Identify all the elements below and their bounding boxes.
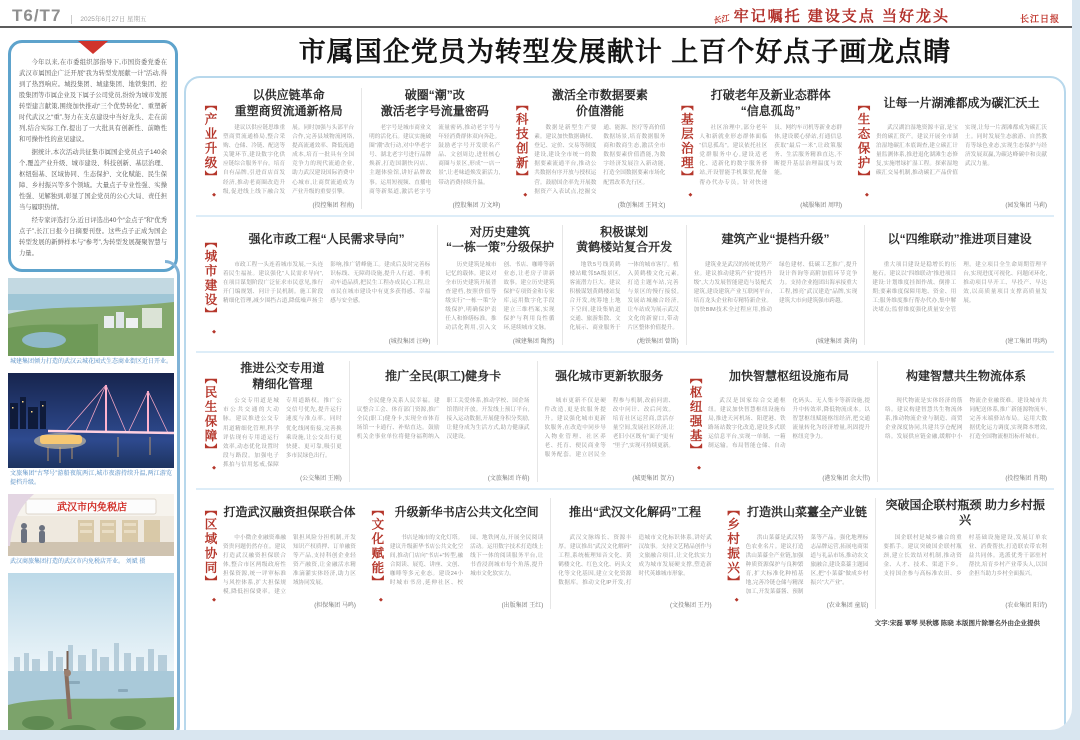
article [216, 88, 361, 209]
article [692, 88, 849, 209]
article [701, 361, 877, 482]
article [437, 225, 561, 346]
photo-caption: 文旅集团“古琴号”游船夜航两江,城市夜游持续升温,两江游览提档升级。 [10, 471, 172, 487]
article-body: 地铁5号线黄鹤楼站毗邻5A级景区,客流潜力巨大。建议积极谋划黄鹤楼站复合开发,统筹地上地下空间,建设集轨道交通、旅游集散、文化展示、商业服务于一体的城市客厅。植入黄鹤楼文化元素,打造主题车站,完善与景区的慢行接驳,发展站城融合经济,让车站成为展示武汉文化的新窗口,带动片区整体价值提升。 [569, 261, 679, 332]
article-body: 武汉是国家综合交通枢纽。建议加快智慧枢纽设施布局,推进天河机场、阳逻港、铁路场站数字化改造,建设多式联运信息平台,实现一单制、一箱制运输。布局智能仓储、自动化码头、无人集卡等新设施,提升中转效率,降低物流成本。以智慧枢纽赋能枢纽经济,把交通流量转化为经济增量,巩固提升枢纽竞争力。 [708, 398, 871, 450]
article-body: 市政工程一头连着城市发展,一头连着民生福祉。建议强化“人民需求导向”,在项目谋划阶段广泛征求市民意见,推行开门编规划、问计于民机制。施工阶段精细化管理,减少围挡占道,降低噪声扬尘影响,推广错峰施工。建成后及时完善标识标线、无障碍设施,提升人行道、非机动车道品质,把民生工程办成民心工程,让市民在城市建设中有更多获得感、幸福感与安全感。 [223, 261, 431, 304]
section-label: 【城市建设】 ◆ [196, 225, 216, 346]
article-rows [196, 80, 1054, 615]
article-headline: 构建智慧共生物流体系 [906, 368, 1027, 383]
article [216, 498, 363, 609]
article-headline: 以供应链革命 重塑商贸流通新格局 [234, 88, 343, 118]
column-slogan: 牢记嘱托 建设支点 当好龙头 [733, 8, 950, 25]
edition-number: T6/T7 [12, 6, 62, 25]
article-body: 历史建筑是城市记忆的载体。建议对全市历史建筑开展普查建档,按照价值等级实行“一栋一策”分级保护,明确保护责任人和修缮标准。推动活化利用,引入文创、书店、咖啡等新业态,让老房子讲新故事。建立历史建筑保护专项资金和专家库,运用数字化手段建立三维档案,实现保护与利用良性循环,延续城市文脉。 [445, 261, 555, 332]
article-body: 全民健身关系人民幸福。建议整合工会、体育部门资源,推广全民(职工)健身卡,实现全市体育场馆一卡通行、补贴直达。鼓励机关企事业单位将健身福利纳入职工关爱体系,推动学校、国企场馆错时开放。开发线上预订平台,接入运动数据,开展健身积分奖励,让健身成为生活方式,助力健康武汉建设。 [356, 398, 530, 441]
article-byline: (农业集团 阳诗) [1005, 603, 1047, 610]
article-byline: (出版集团 王红) [501, 603, 544, 610]
article-byline: (城建集团 龚萍) [815, 339, 858, 346]
article-byline: (建工集团 明鸿) [1005, 339, 1047, 346]
article [216, 225, 437, 346]
article-row-1 [196, 80, 1054, 215]
article-headline: 积极谋划 黄鹤楼站复合开发 [576, 224, 673, 255]
article-body: 现代物流是实体经济的筋络。建议构建智慧共生物流体系,推动物流企业与制造、商贸企业深度协同,共建共享仓配网络。发展供应链金融,缓解中小物流企业融资难。建设城市共同配送体系,推广新能源物流车,完善末端驿站布局。运用大数据优化运力调度,实现降本增效,打造全国物流枢纽标杆城市。 [885, 398, 1047, 441]
article [349, 361, 537, 482]
article [869, 88, 1054, 209]
duty-free-sign-text: 武汉市内免税店 [57, 502, 127, 514]
page-topbar [0, 0, 1072, 28]
masthead-logo: 长江日报 [1019, 14, 1060, 24]
article [875, 498, 1054, 609]
article-headline: 加快智慧枢纽设施布局 [729, 368, 850, 383]
article [216, 361, 349, 482]
section-label: 【乡村振兴】 ◆ [719, 498, 739, 609]
page-credits: 文字:宋磊 覃琴 吴秋娜 陈晓 本版图片除署名外由企业提供 [874, 620, 1040, 628]
article-byline: (控股集团 万文坤) [452, 202, 501, 209]
article [537, 361, 682, 482]
photo-night-bridge [8, 373, 174, 488]
article [877, 361, 1054, 482]
article-body: 书店是城市的文化灯塔。建议升级新华书店公共文化空间,推动门店向“书店+”转型,融合阅读、展览、讲座、文创、咖啡等多元业态。建设24小时城市书房,延伸社区、校园、地铁网点,开展全民阅读活动。运用数字技术打造线上线下一体的阅读服务平台,让书香浸润城市每个角落,提升城市文化软实力。 [389, 534, 544, 586]
section-label: 【文化赋能】 ◆ [363, 498, 383, 609]
article-headline: 以“四维联动”推进项目建设 [887, 232, 1032, 247]
article-body: 社区治理中,部分老年人和新就业形态群体面临“信息孤岛”。建议依托社区党群服务中心,建设适老化、适新化的数字服务驿站,开设智能手机课堂,配备帮办代办专员。针对快递员、网约车司机等新业态群体,建设暖心驿站,打通信息获取“最后一米”,让政策服务、生活服务精准直达,不断提升基层治理温度与效能。 [699, 125, 842, 186]
article [562, 225, 686, 346]
article [739, 498, 876, 609]
article-byline: (文旅集团 许萌) [487, 475, 530, 482]
section-label: 【科技创新】 ◆ [507, 88, 527, 209]
slogan-seal-mark: 长江 [711, 13, 730, 26]
article-headline: 升级新华书店公共文化空间 [394, 505, 539, 520]
article-body: 公交专用道是城市公共交通的大动脉。建议推进公交专用道精细化管理,科学评估现有专用道运行效率,动态优化设置时段与路段。加强电子抓拍与信用惩戒,保障专用道路权。推广公交信号优先,提升运行速度与准点率。同时优化线网衔接,完善换乘设施,让公交出行更快捷、更可靠,吸引更多市民绿色出行。 [223, 398, 342, 468]
intro-paragraph: 经专家评选打分,近日评选出40个“金点子”和“优秀点子”,长江日报今日摘要刊登。这些点子正成为国企转型发展的新鲜样本与“参考”,为转型发展凝聚智慧与力量。 [19, 217, 167, 258]
article [527, 88, 672, 209]
article-byline: (园发集团 马莉) [1005, 202, 1048, 209]
article-byline: (投控集团 程南) [312, 202, 355, 209]
article-byline: (农业集团 童辰) [826, 603, 869, 610]
article-row-4 [196, 488, 1054, 615]
article-row-3 [196, 351, 1054, 488]
article-body: 国企联村是城乡融合的重要抓手。建议突破国企联村瓶颈,建立长效结对机制,推动资金、人才、技术、渠道下乡。支持国企参与高标准农田、乡村基础设施建设,发展订单农业、消费帮扶,打造联农带农利益共同体。选派优秀干部驻村帮扶,培育乡村产业带头人,以国企担当助力乡村全面振兴。 [883, 534, 1047, 578]
article-body: 数据是新型生产要素。建议加快数据确权、登记、定价、交易等制度建设,建设全市统一的数据要素流通平台,推动公共数据有序开放与授权运营。鼓励国企率先开展数据资产入表试点,挖掘交通、能源、医疗等高价值数据场景,培育数据服务商和数商生态,激活全市数据要素价值潜能,为数字经济发展注入新动能,打造全国数据要素市场化配置改革先行区。 [534, 125, 666, 195]
article-body: 洪山菜薹是武汉特色农业名片。建议打造洪山菜薹全产业链,加强种质资源保护与良种繁育,扩大标准化种植基地,完善冷链仓储与精深加工,开发菜薹酱、预制菜等产品。强化地理标志品牌运营,拓展电商渠道与礼品市场,推动农文旅融合,建设菜薹主题园区,把“小菜薹”做成乡村振兴“大产业”。 [745, 534, 869, 596]
section-label: 【枢纽强基】 ◆ [681, 361, 701, 482]
main-content [184, 30, 1066, 730]
article-headline: 强化市政工程“人民需求导向” [248, 232, 405, 247]
section-label: 【区域协同】 ◆ [196, 498, 216, 609]
article-headline: 打造洪山菜薹全产业链 [747, 505, 868, 520]
dateline: 2025年6月27日 星期五 [71, 15, 146, 24]
article-byline: (城投集团 汪峥) [388, 339, 431, 346]
article [361, 88, 507, 209]
article-row-2 [196, 215, 1054, 352]
article-byline: (公交集团 王刚) [300, 475, 342, 482]
article [686, 225, 865, 346]
article-headline: 打破老年及新业态群体 “信息孤岛” [710, 88, 831, 118]
article-headline: 激活全市数据要素 价值潜能 [551, 88, 648, 118]
intro-paragraph: 据统计,本次活动共征集市属国企党员点子140余个,覆盖产业升级、城市建设、科技创新、基层治理、枢纽强基、区域协同、生态保护、文化赋能、民生保障、乡村振兴等多个领域。大量点子专业性强、实操性强、见解独到,彰显了国企党员的公心大局、责任担当与履职热情。 [19, 149, 167, 212]
article-byline: (城更集团 贺方) [632, 475, 675, 482]
photo-caption: 武汉商旅集团打造的武汉市内免税店开业。 刘斌 摄 [10, 559, 146, 566]
article-byline: (投控集团 肖翔) [1005, 475, 1047, 482]
article-body: 武汉文脉绵长、资源丰厚。建议推出“武汉文化解码”工程,系统梳理知音文化、黄鹤楼文化、红色文化、码头文化等文化基因,建立文化资源数据库。推动文化IP开发,打造城市文化标识体系,讲好武汉故事。支持文艺精品创作与文旅融合项目,让文化软实力成为城市发展硬支撑,塑造新时代英雄城市形象。 [558, 534, 712, 586]
article-headline: 推出“武汉文化解码”工程 [568, 505, 701, 520]
article-byline: (港发集团 余大伟) [822, 475, 871, 482]
article-byline: (文投集团 王丹) [670, 603, 712, 610]
article-headline: 突破国企联村瓶颈 助力乡村振兴 [885, 497, 1045, 528]
section-label: 【基层治理】 ◆ [672, 88, 692, 209]
article-body: 建议以供应链思维重塑商贸流通格局,整合采购、仓储、冷链、配送等关键环节,建设数字化供应链综合服务平台。培育自有品牌,引进首店首发经济,推动老商圈改造升级,促进线上线下融合发展。同时加强与头部平台合作,完善县域物流网络,提高流通效率、降低流通成本,培育一批具有全国竞争力的现代流通企业,助力武汉建设国际消费中心城市,让商贸流通成为产业升级的重要引擎。 [223, 125, 355, 195]
articles-frame [184, 76, 1066, 730]
article-headline: 破圈“潮”改 激活老字号流量密码 [380, 88, 489, 118]
left-sidebar [8, 30, 178, 730]
article [864, 225, 1054, 346]
article-byline: (数创集团 王同文) [617, 202, 666, 209]
page-main-headline: 市属国企党员为转型发展献计 上百个好点子画龙点睛 [298, 37, 952, 67]
article-headline: 对历史建筑 “一栋一策”分级保护 [445, 224, 554, 255]
article-body: 武汉湖泊湿地资源丰富,是宝贵的碳汇资产。建议开展全市湖泊湿地碳汇本底调查,建立碳汇计量监测体系,推进退化湖滩生态修复,实施增绿扩湿工程。探索湿地碳汇交易机制,推动碳汇产品价值实现,让每一片湖滩都成为碳汇沃土。同时发展生态旅游、自然教育等绿色业态,实现生态保护与经济发展双赢,为碳达峰碳中和贡献武汉力量。 [875, 125, 1047, 177]
section-label: 【生态保护】 ◆ [849, 88, 869, 209]
article-headline: 强化城市更新软服务 [555, 368, 664, 383]
article-headline: 让每一片湖滩都成为碳汇沃土 [883, 95, 1040, 110]
article-headline: 建筑产业“提档升级” [721, 232, 830, 247]
article-byline: (城服集团 周明) [800, 202, 842, 209]
article-body: 老字号是城市商业文明的活化石。建议实施破圈“潮”改行动,对中华老字号、湖北老字号进行品牌焕新,打造国潮快闪店、主题体验馆,讲好品牌故事。运用短视频、直播电商等新渠道,激活老字号流量密码,推动老字号与年轻消费群体双向奔赴。鼓励老字号开发联名产品、文创周边,进驻核心商圈与景区,形成“一店一景”,让老味道焕发新活力,带动消费持续升温。 [369, 125, 501, 195]
intro-box [8, 40, 178, 272]
section-label: 【民生保障】 ◆ [196, 361, 216, 482]
photo-caption: 城建集团倾力打造的武汉云城花园式生态商业街区近日开业。 [10, 359, 173, 366]
article-headline: 打造武汉融资担保联合体 [223, 505, 356, 520]
section-label: 【产业升级】 ◆ [196, 88, 216, 209]
article-body: 重大项目建设是稳增长的压舱石。建议以“四维联动”推进项目建设:计划维度挂图作战、倒排工期;要素维度保障用地、资金、用工;服务维度推行帮办代办,集中解决堵点;监督维度强化质量安全管理。建立项目全生命周期管理平台,实现进度可视化、问题闭环化,推动项目早开工、早投产、早达效,以高质量项目支撑高质量发展。 [872, 261, 1047, 313]
article-body: 城市更新不仅是硬件改造,更是软服务提升。建议强化城市更新软服务,在改造中同步导入物业管理、社区养老、托育、便民商业等服务配套。建立居民全程参与机制,改前问需、改中问计、改后问效。培育社区运营商,盘活存量空间,发展社区经济,让老旧小区既有“面子”更有“里子”,实现可持续更新。 [544, 398, 675, 459]
article-byline: (地铁集团 曾斯) [636, 339, 679, 346]
photo-aerial-park [8, 278, 174, 367]
article-headline: 推广全民(职工)健身卡 [385, 368, 502, 383]
photo-city-river-aerial [8, 573, 174, 730]
article-headline: 推进公交专用道 精细化管理 [240, 361, 325, 391]
intro-paragraph: 今年以来,在市委组织部指导下,市国资委党委在武汉市属国企广泛开展“我为转型发展献一计”活动,得到了热烈响应。城投集团、城建集团、地铁集团、控股集团等市属企业及下属子公司党员,纷纷为城市发展转型建言献策,围绕加快推动“三个优势转化”、重塑新时代武汉之“重”,努力在支点建设中当好龙头、走在前列,结合实际工作,提出了一大批具有创新性、前瞻性和可操作性的意见建议。 [19, 59, 167, 144]
article-body: 建筑业是武汉的传统优势产业。建议推动建筑产业“提档升级”,大力发展智能建造与装配式建筑,建设建筑产业互联网平台,培育龙头企业和专精特新企业。加快BIM技术全过程应用,推动绿色建材、低碳工艺推广,提升设计咨询等高附加值环节竞争力。支持企业抱团出海承接重大工程,擦亮“武汉建造”品牌,实现建筑大市向建筑强市跨越。 [693, 261, 858, 313]
article-byline: (城建集团 陶然) [512, 339, 555, 346]
photo-duty-free-store [8, 494, 174, 567]
article [383, 498, 550, 609]
article [550, 498, 718, 609]
article-byline: (担保集团 马鸣) [314, 603, 356, 610]
red-triangle-pointer-icon [78, 41, 108, 54]
article-body: 中小微企业融资难融资贵问题仍然存在。建议打造武汉融资担保联合体,整合市区两级政府性担保资源,统一评审标准与风控体系,扩大担保规模,降低担保费率。建立银担风险分担机制,开发知识产权质押、订单融资等产品,支持科创企业轻资产融资,让金融活水精准滴灌实体经济,助力区域协同发展。 [223, 534, 356, 596]
